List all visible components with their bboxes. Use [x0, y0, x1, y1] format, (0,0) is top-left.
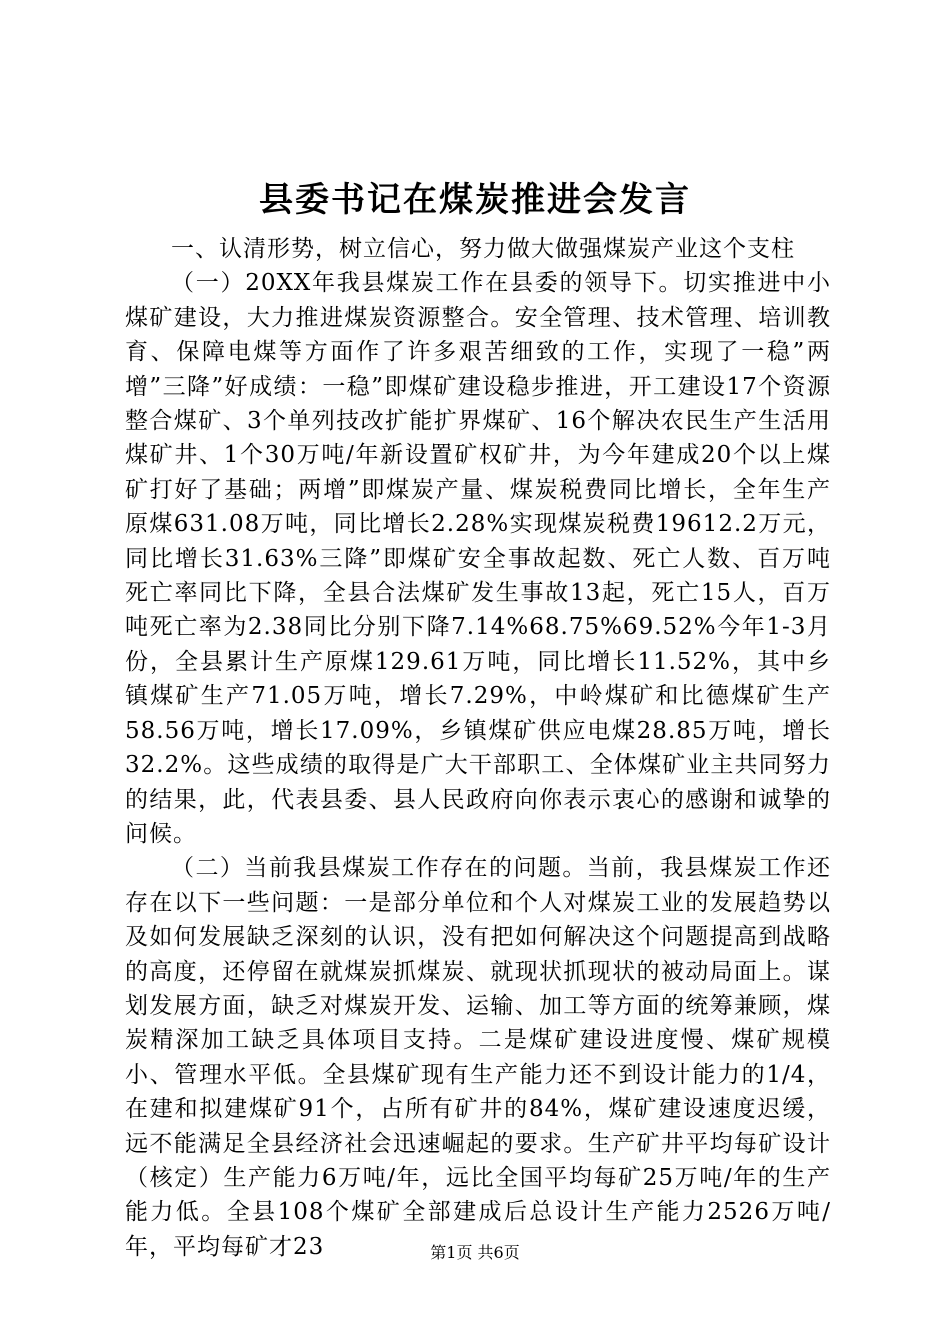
section-heading-1: 一、认清形势，树立信心，努力做大做强煤炭产业这个支柱	[171, 236, 795, 262]
paragraph-problems: （二）当前我县煤炭工作存在的问题。当前，我县煤炭工作还存在以下一些问题：一是部分单位和个人对煤炭工业的发展趋势以及如何发展缺乏深刻的认识，没有把如何解决这个问题提高到战略的高度，还停留在就煤炭抓煤炭、就现状抓现状的被动局面上。谋划发展方面，缺乏对煤炭开发、运输、加工等方面的统筹兼顾，煤炭精深加工缺乏具体项目支持。二是煤矿建设进度慢、煤矿规模小、管理水平低。全县煤矿现有生产能力还不到设计能力的1/4，在建和拟建煤矿91个，占所有矿井的84%，煤矿建设速度迟缓，远不能满足全县经济社会迅速崛起的要求。生产矿井平均每矿设计（核定）生产能力6万吨/年，远比全国平均每矿25万吨/年的生产能力低。全县108个煤矿全部建成后总设计生产能力2526万吨/年，平均每矿才23	[125, 855, 831, 1260]
document-title: 县委书记在煤炭推进会发言	[259, 180, 691, 220]
page-footer: 第1页 共6页	[430, 1243, 520, 1262]
paragraph-achievements: （一）20XX年我县煤炭工作在县委的领导下。切实推进中小煤矿建设，大力推进煤炭资源整合。安全管理、技术管理、培训教育、保障电煤等方面作了许多艰苦细致的工作，实现了一稳”两增”三降”好成绩：一稳”即煤矿建设稳步推进，开工建设17个资源整合煤矿、3个单列技改扩能扩界煤矿、16个解决农民生产生活用煤矿井、1个30万吨/年新设置矿权矿井，为今年建成20个以上煤矿打好了基础；两增”即煤炭产量、煤炭税费同比增长，全年生产原煤631.08万吨，同比增长2.28%实现煤炭税费19612.2万元，同比增长31.63%三降”即煤矿安全事故起数、死亡人数、百万吨死亡率同比下降，全县合法煤矿发生事故13起，死亡15人，百万吨死亡率为2.38同比分别下降7.14%68.75%69.52%今年1-3月份，全县累计生产原煤129.61万吨，同比增长11.52%，其中乡镇煤矿生产71.05万吨，增长7.29%，中岭煤矿和比德煤矿生产58.56万吨，增长17.09%，乡镇煤矿供应电煤28.85万吨，增长32.2%。这些成绩的取得是广大干部职工、全体煤矿业主共同努力的结果，此，代表县委、县人民政府向你表示衷心的感谢和诚挚的问候。	[125, 270, 831, 847]
document-body	[125, 232, 831, 1264]
